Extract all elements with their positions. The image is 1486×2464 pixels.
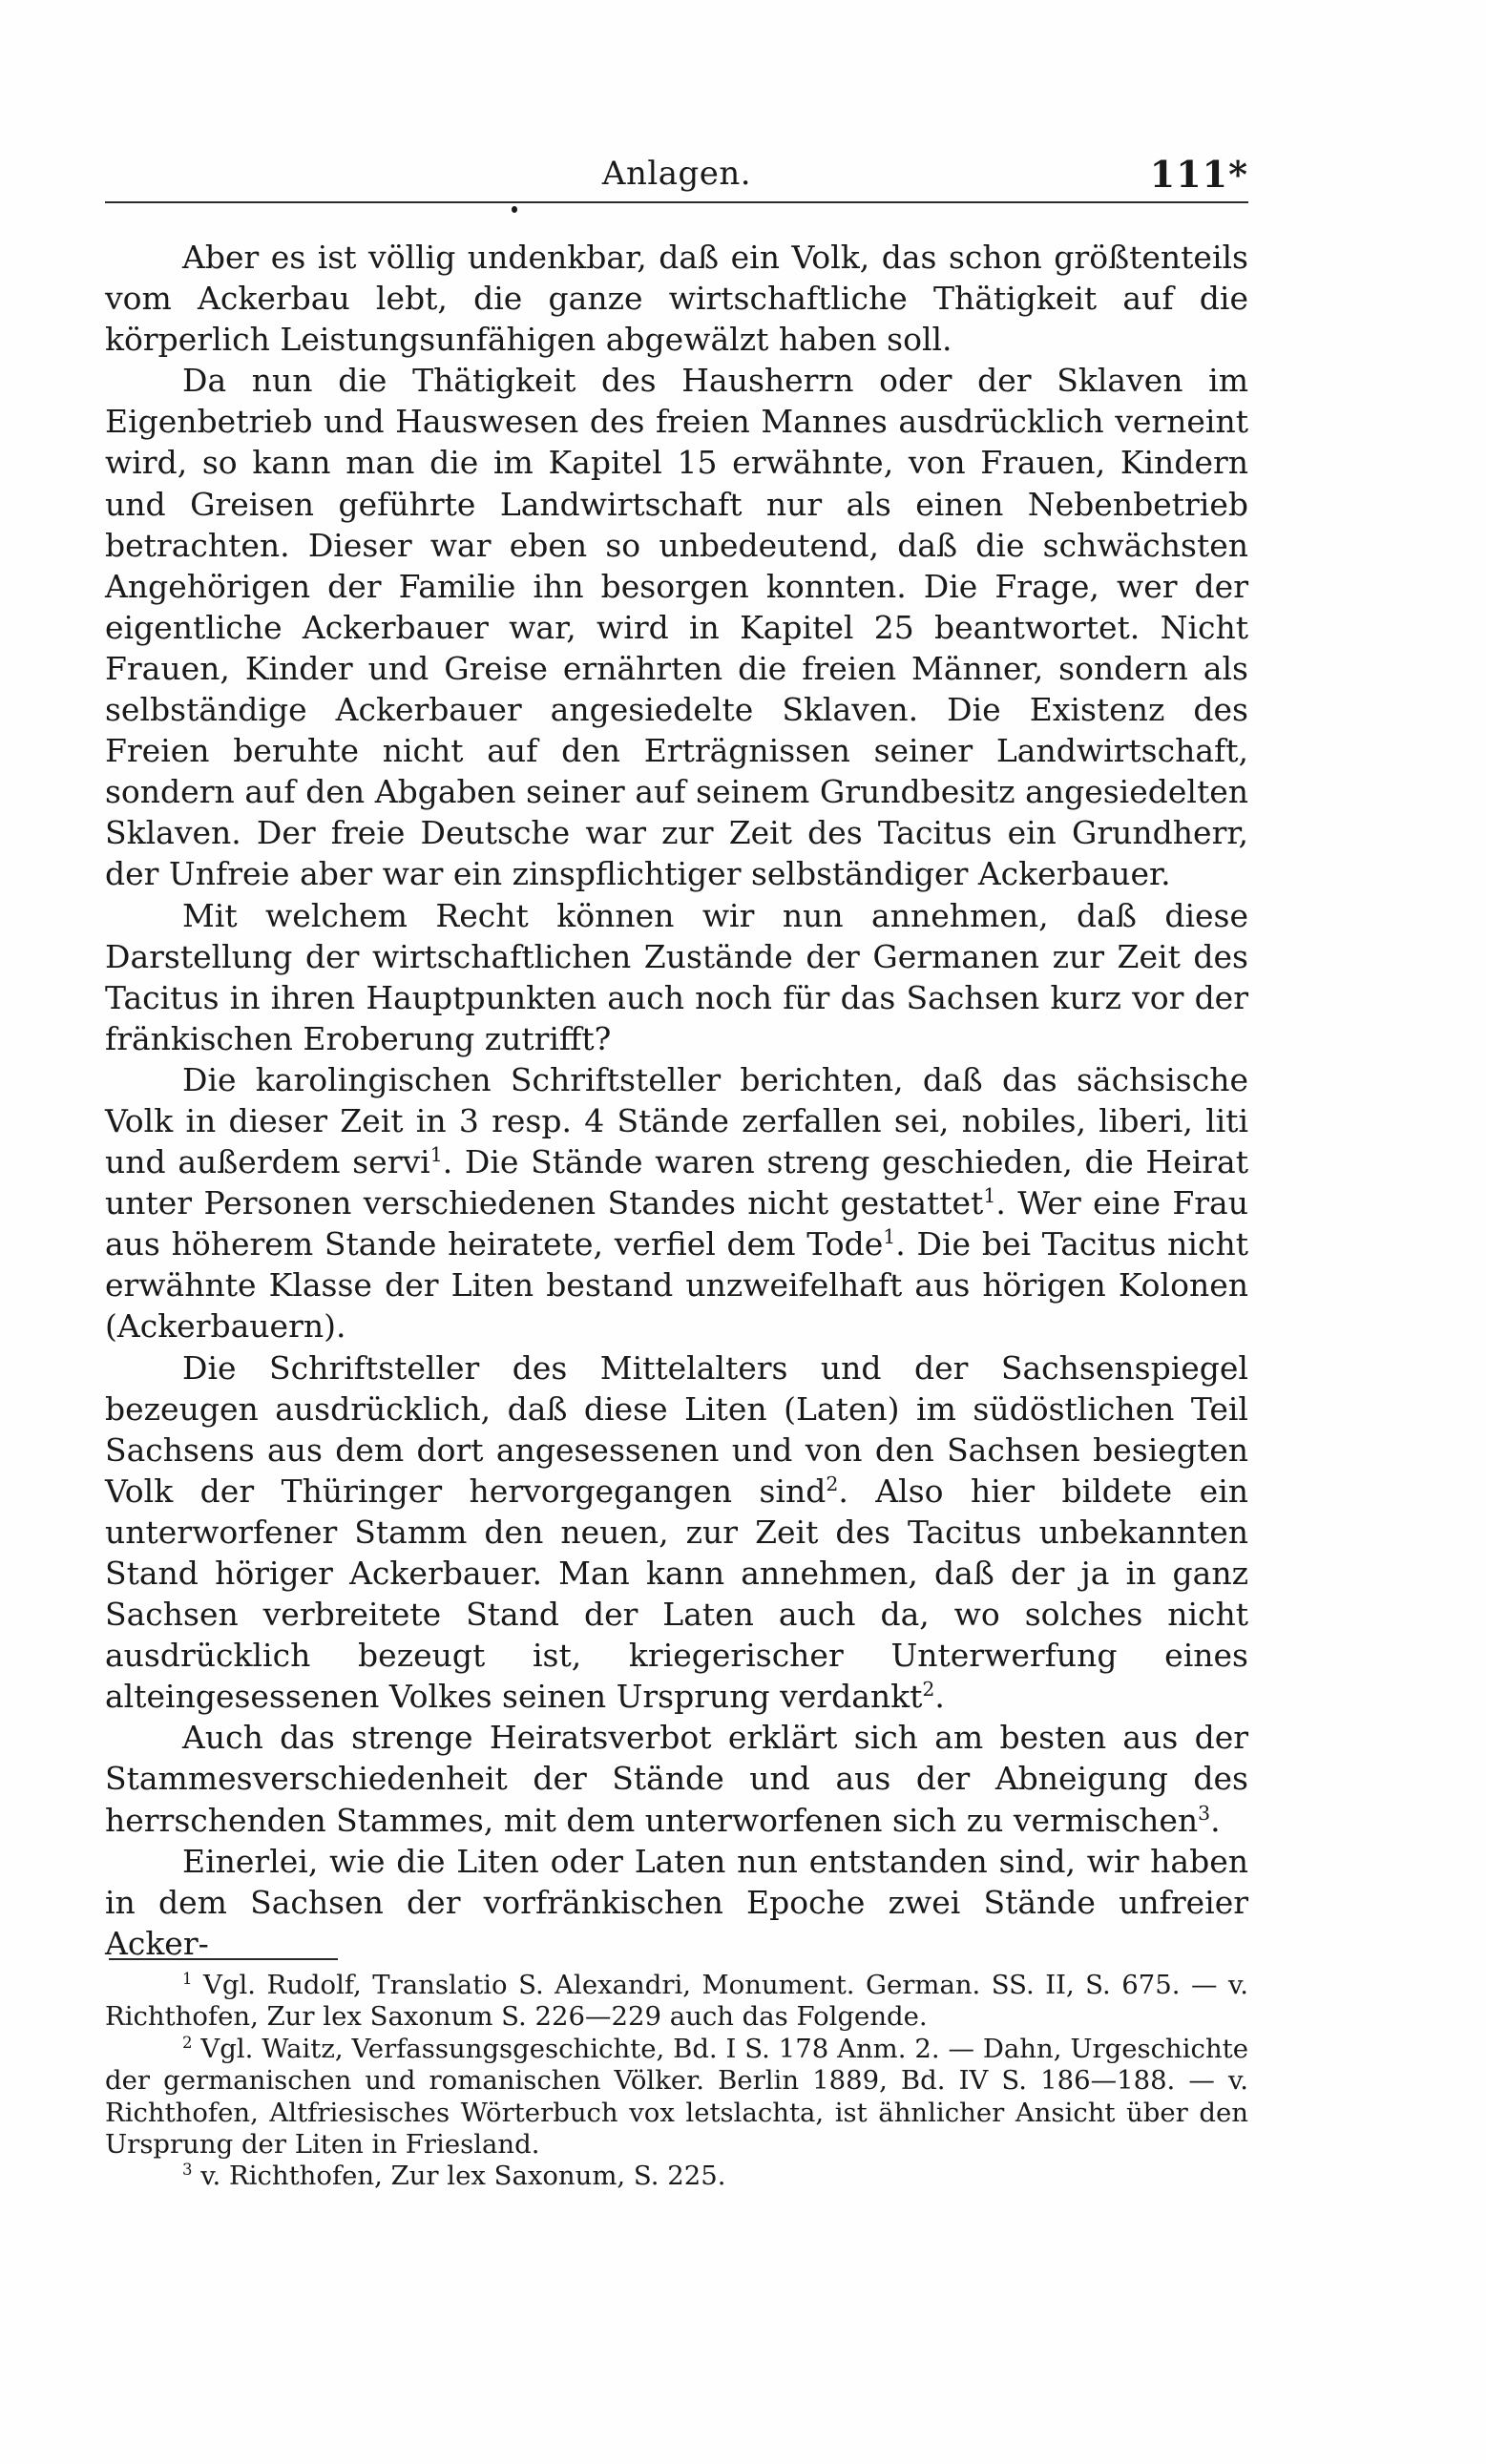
- page-number: 111*: [1149, 153, 1248, 196]
- paragraph: [105, 1347, 1248, 1718]
- paragraph: [105, 1059, 1248, 1347]
- paragraph-text: Die karolingischen Schriftsteller berichten, daß das sächsische Volk in dieser Zeit in 3 resp. 4 Stände zerfallen sei, nobiles, liberi, liti und außerdem servi: [105, 1060, 1248, 1181]
- paragraph-text: Mit welchem Recht können wir nun annehmen, daß diese Darstellung der wirtschaftlichen Zustände der Germanen zur Zeit des Tacitus in ihren Hauptpunkten auch noch für das Sachsen kurz vor der fränkischen Eroberung zutrifft?: [105, 896, 1248, 1057]
- header-rule: [105, 201, 1248, 203]
- paragraph-text: . Die bei Tacitus nicht erwähnte Klasse der Liten bestand unzweifelhaft aus hörigen Kolonen (Ackerbauern).: [105, 1225, 1248, 1346]
- paragraph-text: Aber es ist völlig undenkbar, daß ein Volk, das schon größtenteils vom Ackerbau lebt, die ganze wirtschaftliche Thätigkeit auf die körperlich Leistungsunfähigen abgewälzt haben soll.: [105, 239, 1248, 359]
- paragraph: [105, 237, 1248, 360]
- paragraph-text: .: [1210, 1801, 1221, 1839]
- footnote-marker: 2: [182, 2033, 193, 2052]
- paragraph-text: Auch das strenge Heiratsverbot erklärt sich am besten aus der Stammesverschiedenheit der Stände und aus der Abneigung des herrschenden Stammes, mit dem unterworfenen sich zu vermischen: [105, 1719, 1248, 1839]
- paragraph-text: . Wer eine Frau aus höherem Stande heiratete, verfiel dem Tode: [105, 1184, 1248, 1263]
- footnote: [105, 1970, 1248, 2034]
- page-header: [105, 153, 1248, 200]
- footnote-text: v. Richthofen, Zur lex Saxonum, S. 225.: [200, 2161, 726, 2192]
- footnote-reference: 2: [826, 1472, 839, 1495]
- paragraph-text: Die Schriftsteller des Mittelalters und der Sachsenspiegel bezeugen ausdrücklich, daß diese Liten (Laten) im südöstlichen Teil Sachsens aus dem dort angesessenen und von den Sachsen besiegten Volk der Thüringer hervorgegangen sind: [105, 1348, 1248, 1510]
- body-text: [105, 237, 1248, 1964]
- footnote-reference: 2: [922, 1678, 935, 1702]
- running-head: Anlagen.: [601, 155, 752, 193]
- footnote: [105, 2034, 1248, 2161]
- paragraph-text: .: [934, 1678, 945, 1716]
- paragraph-text: Einerlei, wie die Liten oder Laten nun entstanden sind, wir haben in dem Sachsen der vorfränkischen Epoche zwei Stände unfreier Acker-: [105, 1842, 1248, 1962]
- footnote-text: Vgl. Rudolf, Translatio S. Alexandri, Monument. German. SS. II, S. 675. — v. Richthofen, Zur lex Saxonum S. 226—229 auch das Folgende.: [105, 1970, 1248, 2033]
- footnote-reference: 1: [983, 1184, 996, 1208]
- print-speck: [512, 206, 517, 213]
- paragraph: [105, 1841, 1248, 1964]
- footnote-reference: 1: [429, 1143, 443, 1167]
- paragraph-text: . Also hier bildete ein unterworfener Stamm den neuen, zur Zeit des Tacitus unbekannten Stand höriger Ackerbauer. Man kann annehmen, daß der ja in ganz Sachsen verbreitete Stand der Laten auch da, wo solches nicht ausdrücklich bezeugt ist, kriegerischer Unterwerfung eines alteingesessenen Volkes seinen Ursprung verdankt: [105, 1472, 1248, 1716]
- footnote: [105, 2161, 1248, 2192]
- footnote-text: Vgl. Waitz, Verfassungsgeschichte, Bd. I S. 178 Anm. 2. — Dahn, Urgeschichte der germanischen und romanischen Völker. Berlin 1889, Bd. IV S. 186—188. — v. Richthofen, Altfriesisches Wörterbuch vox letslachta, ist ähnlicher Ansicht über den Ursprung der Liten in Friesland.: [105, 2033, 1248, 2161]
- paragraph-text: Da nun die Thätigkeit des Hausherrn oder der Sklaven im Eigenbetrieb und Hauswesen des freien Mannes ausdrücklich verneint wird, so kann man die im Kapitel 15 erwähnte, von Frauen, Kindern und Greisen geführte Landwirtschaft nur als einen Nebenbetrieb betrachten. Dieser war eben so unbedeutend, daß die schwächsten Angehörigen der Familie ihn besorgen konnten. Die Frage, wer der eigentliche Ackerbauer war, wird in Kapitel 25 beantwortet. Nicht Frauen, Kinder und Greise ernährten die freien Männer, sondern als selbständige Ackerbauer angesiedelte Sklaven. Die Existenz des Freien beruhte nicht auf den Erträgnissen seiner Landwirtschaft, sondern auf den Abgaben seiner auf seinem Grundbesitz angesiedelten Sklaven. Der freie Deutsche war zur Zeit des Tacitus ein Grundherr, der Unfreie aber war ein zinspflichtiger selbständiger Ackerbauer.: [105, 362, 1248, 893]
- footnotes: [105, 1970, 1248, 2193]
- paragraph: [105, 895, 1248, 1059]
- paragraph: [105, 1717, 1248, 1840]
- footnote-marker: 1: [182, 1969, 193, 1988]
- paragraph: [105, 360, 1248, 894]
- footnote-rule: [109, 1958, 338, 1960]
- footnote-reference: 1: [883, 1225, 896, 1249]
- paragraph-text: . Die Stände waren streng geschieden, die Heirat unter Personen verschiedenen Standes nicht gestattet: [105, 1143, 1248, 1222]
- footnote-marker: 3: [182, 2161, 193, 2180]
- footnote-reference: 3: [1198, 1801, 1211, 1825]
